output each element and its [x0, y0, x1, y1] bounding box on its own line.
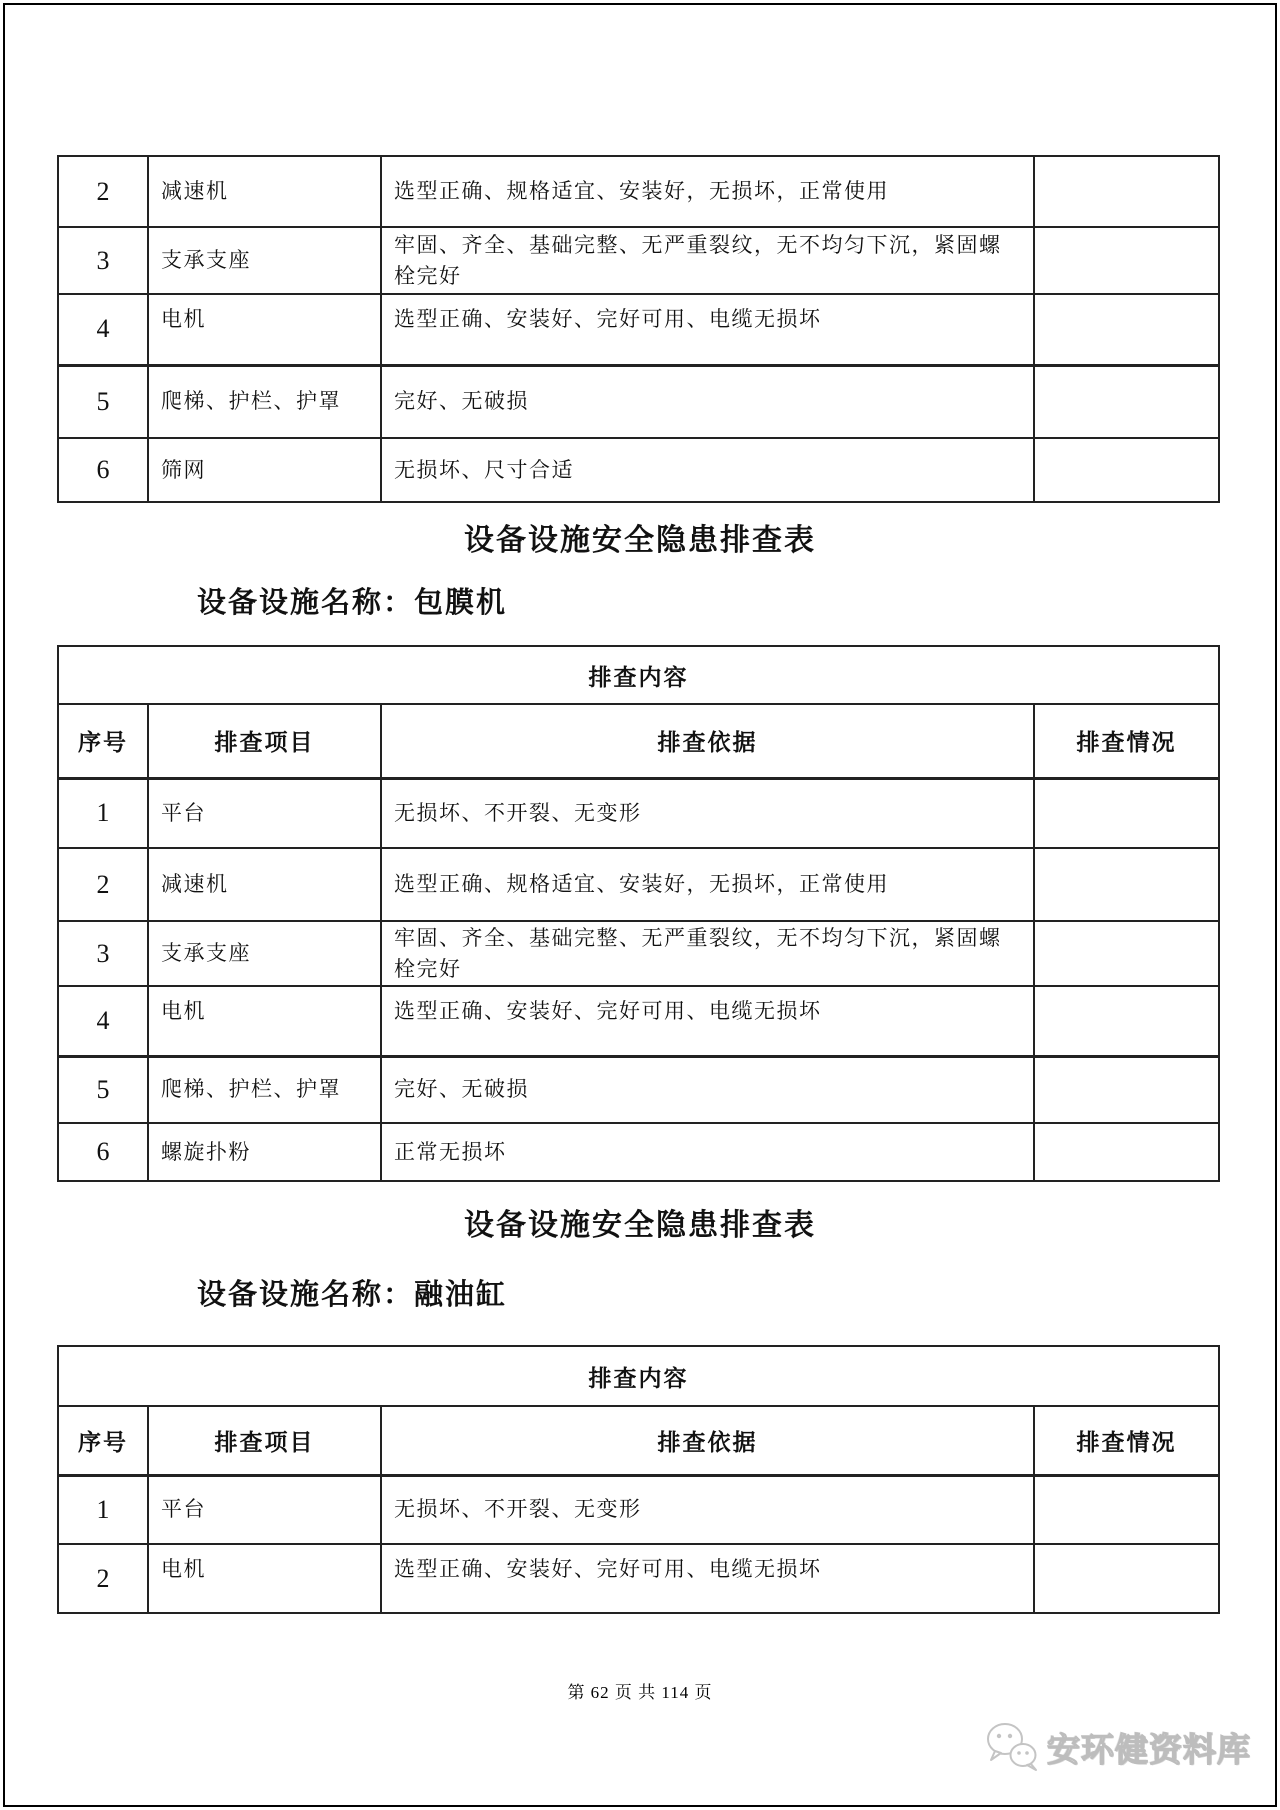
table-row: [58, 365, 1219, 438]
cell-no: 6: [58, 1123, 148, 1181]
cell-item: 电机: [148, 1544, 381, 1613]
inspection-table-partial: [57, 155, 1220, 503]
cell-item: 平台: [148, 1475, 381, 1544]
cell-no: 4: [58, 986, 148, 1056]
header-no: 序号: [58, 704, 148, 778]
cell-item: 减速机: [148, 848, 381, 921]
cell-basis: 牢固、齐全、基础完整、无严重裂纹，无不均匀下沉，紧固螺栓完好: [381, 921, 1034, 986]
header-status: 排查情况: [1034, 1406, 1219, 1475]
header-item: 排查项目: [148, 704, 381, 778]
content-header-cell: 排查内容: [58, 646, 1219, 704]
cell-status: [1034, 227, 1219, 294]
cell-item: 爬梯、护栏、护罩: [148, 365, 381, 438]
header-status: 排查情况: [1034, 704, 1219, 778]
cell-no: 2: [58, 848, 148, 921]
cell-status: [1034, 438, 1219, 502]
content-header-cell: 排查内容: [58, 1346, 1219, 1406]
table-row: [58, 1123, 1219, 1181]
page-title: 设备设施安全隐患排查表: [464, 524, 816, 557]
page-number: 第 62 页 共 114 页: [567, 1683, 713, 1702]
cell-status: [1034, 1056, 1219, 1123]
cell-status: [1034, 156, 1219, 227]
cell-basis: 完好、无破损: [381, 1056, 1034, 1123]
wechat-logo-icon: [983, 1718, 1041, 1776]
cell-no: 6: [58, 438, 148, 502]
table-row: [58, 227, 1219, 294]
cell-item: 支承支座: [148, 921, 381, 986]
table-row: [58, 1475, 1219, 1544]
cell-status: [1034, 1123, 1219, 1181]
cell-no: 5: [58, 1056, 148, 1123]
header-basis: 排查依据: [381, 1406, 1034, 1475]
cell-status: [1034, 1544, 1219, 1613]
cell-basis: 正常无损坏: [381, 1123, 1034, 1181]
cell-no: 3: [58, 227, 148, 294]
inspection-table-baomoji: [57, 645, 1220, 1182]
cell-basis: 无损坏、不开裂、无变形: [381, 1475, 1034, 1544]
cell-status: [1034, 365, 1219, 438]
table-row: [58, 438, 1219, 502]
cell-status: [1034, 848, 1219, 921]
table-row: [58, 156, 1219, 227]
watermark-text: 安环健资料库: [1047, 1732, 1251, 1769]
cell-basis: 选型正确、安装好、完好可用、电缆无损坏: [381, 294, 1034, 365]
cell-no: 5: [58, 365, 148, 438]
cell-no: 2: [58, 156, 148, 227]
table-header-row: [58, 646, 1219, 704]
cell-no: 3: [58, 921, 148, 986]
cell-status: [1034, 986, 1219, 1056]
cell-item: 电机: [148, 986, 381, 1056]
cell-status: [1034, 778, 1219, 848]
column-header-row: [58, 1406, 1219, 1475]
equipment-name: 设备设施名称：包膜机: [197, 587, 508, 619]
cell-item: 爬梯、护栏、护罩: [148, 1056, 381, 1123]
page-title: 设备设施安全隐患排查表: [464, 1209, 816, 1242]
equipment-name: 设备设施名称：融油缸: [197, 1279, 508, 1311]
cell-basis: 无损坏、不开裂、无变形: [381, 778, 1034, 848]
cell-basis: 选型正确、安装好、完好可用、电缆无损坏: [381, 1544, 1034, 1613]
cell-status: [1034, 294, 1219, 365]
cell-basis: 完好、无破损: [381, 365, 1034, 438]
cell-basis: 选型正确、规格适宜、安装好，无损坏，正常使用: [381, 848, 1034, 921]
watermark: [983, 1718, 1251, 1776]
table-row: [58, 1544, 1219, 1613]
table-row: [58, 1056, 1219, 1123]
column-header-row: [58, 704, 1219, 778]
cell-item: 减速机: [148, 156, 381, 227]
table-row: [58, 848, 1219, 921]
cell-status: [1034, 921, 1219, 986]
table-row: [58, 294, 1219, 365]
table-row: [58, 778, 1219, 848]
table-row: [58, 921, 1219, 986]
cell-basis: 牢固、齐全、基础完整、无严重裂纹，无不均匀下沉，紧固螺栓完好: [381, 227, 1034, 294]
inspection-table-rongyougang: [57, 1345, 1220, 1614]
header-basis: 排查依据: [381, 704, 1034, 778]
cell-item: 筛网: [148, 438, 381, 502]
header-item: 排查项目: [148, 1406, 381, 1475]
cell-basis: 选型正确、安装好、完好可用、电缆无损坏: [381, 986, 1034, 1056]
cell-item: 电机: [148, 294, 381, 365]
cell-basis: 无损坏、尺寸合适: [381, 438, 1034, 502]
cell-status: [1034, 1475, 1219, 1544]
cell-no: 1: [58, 1475, 148, 1544]
cell-no: 4: [58, 294, 148, 365]
header-no: 序号: [58, 1406, 148, 1475]
cell-no: 2: [58, 1544, 148, 1613]
cell-item: 支承支座: [148, 227, 381, 294]
cell-item: 螺旋扑粉: [148, 1123, 381, 1181]
cell-item: 平台: [148, 778, 381, 848]
cell-no: 1: [58, 778, 148, 848]
cell-basis: 选型正确、规格适宜、安装好，无损坏，正常使用: [381, 156, 1034, 227]
table-header-row: [58, 1346, 1219, 1406]
table-row: [58, 986, 1219, 1056]
